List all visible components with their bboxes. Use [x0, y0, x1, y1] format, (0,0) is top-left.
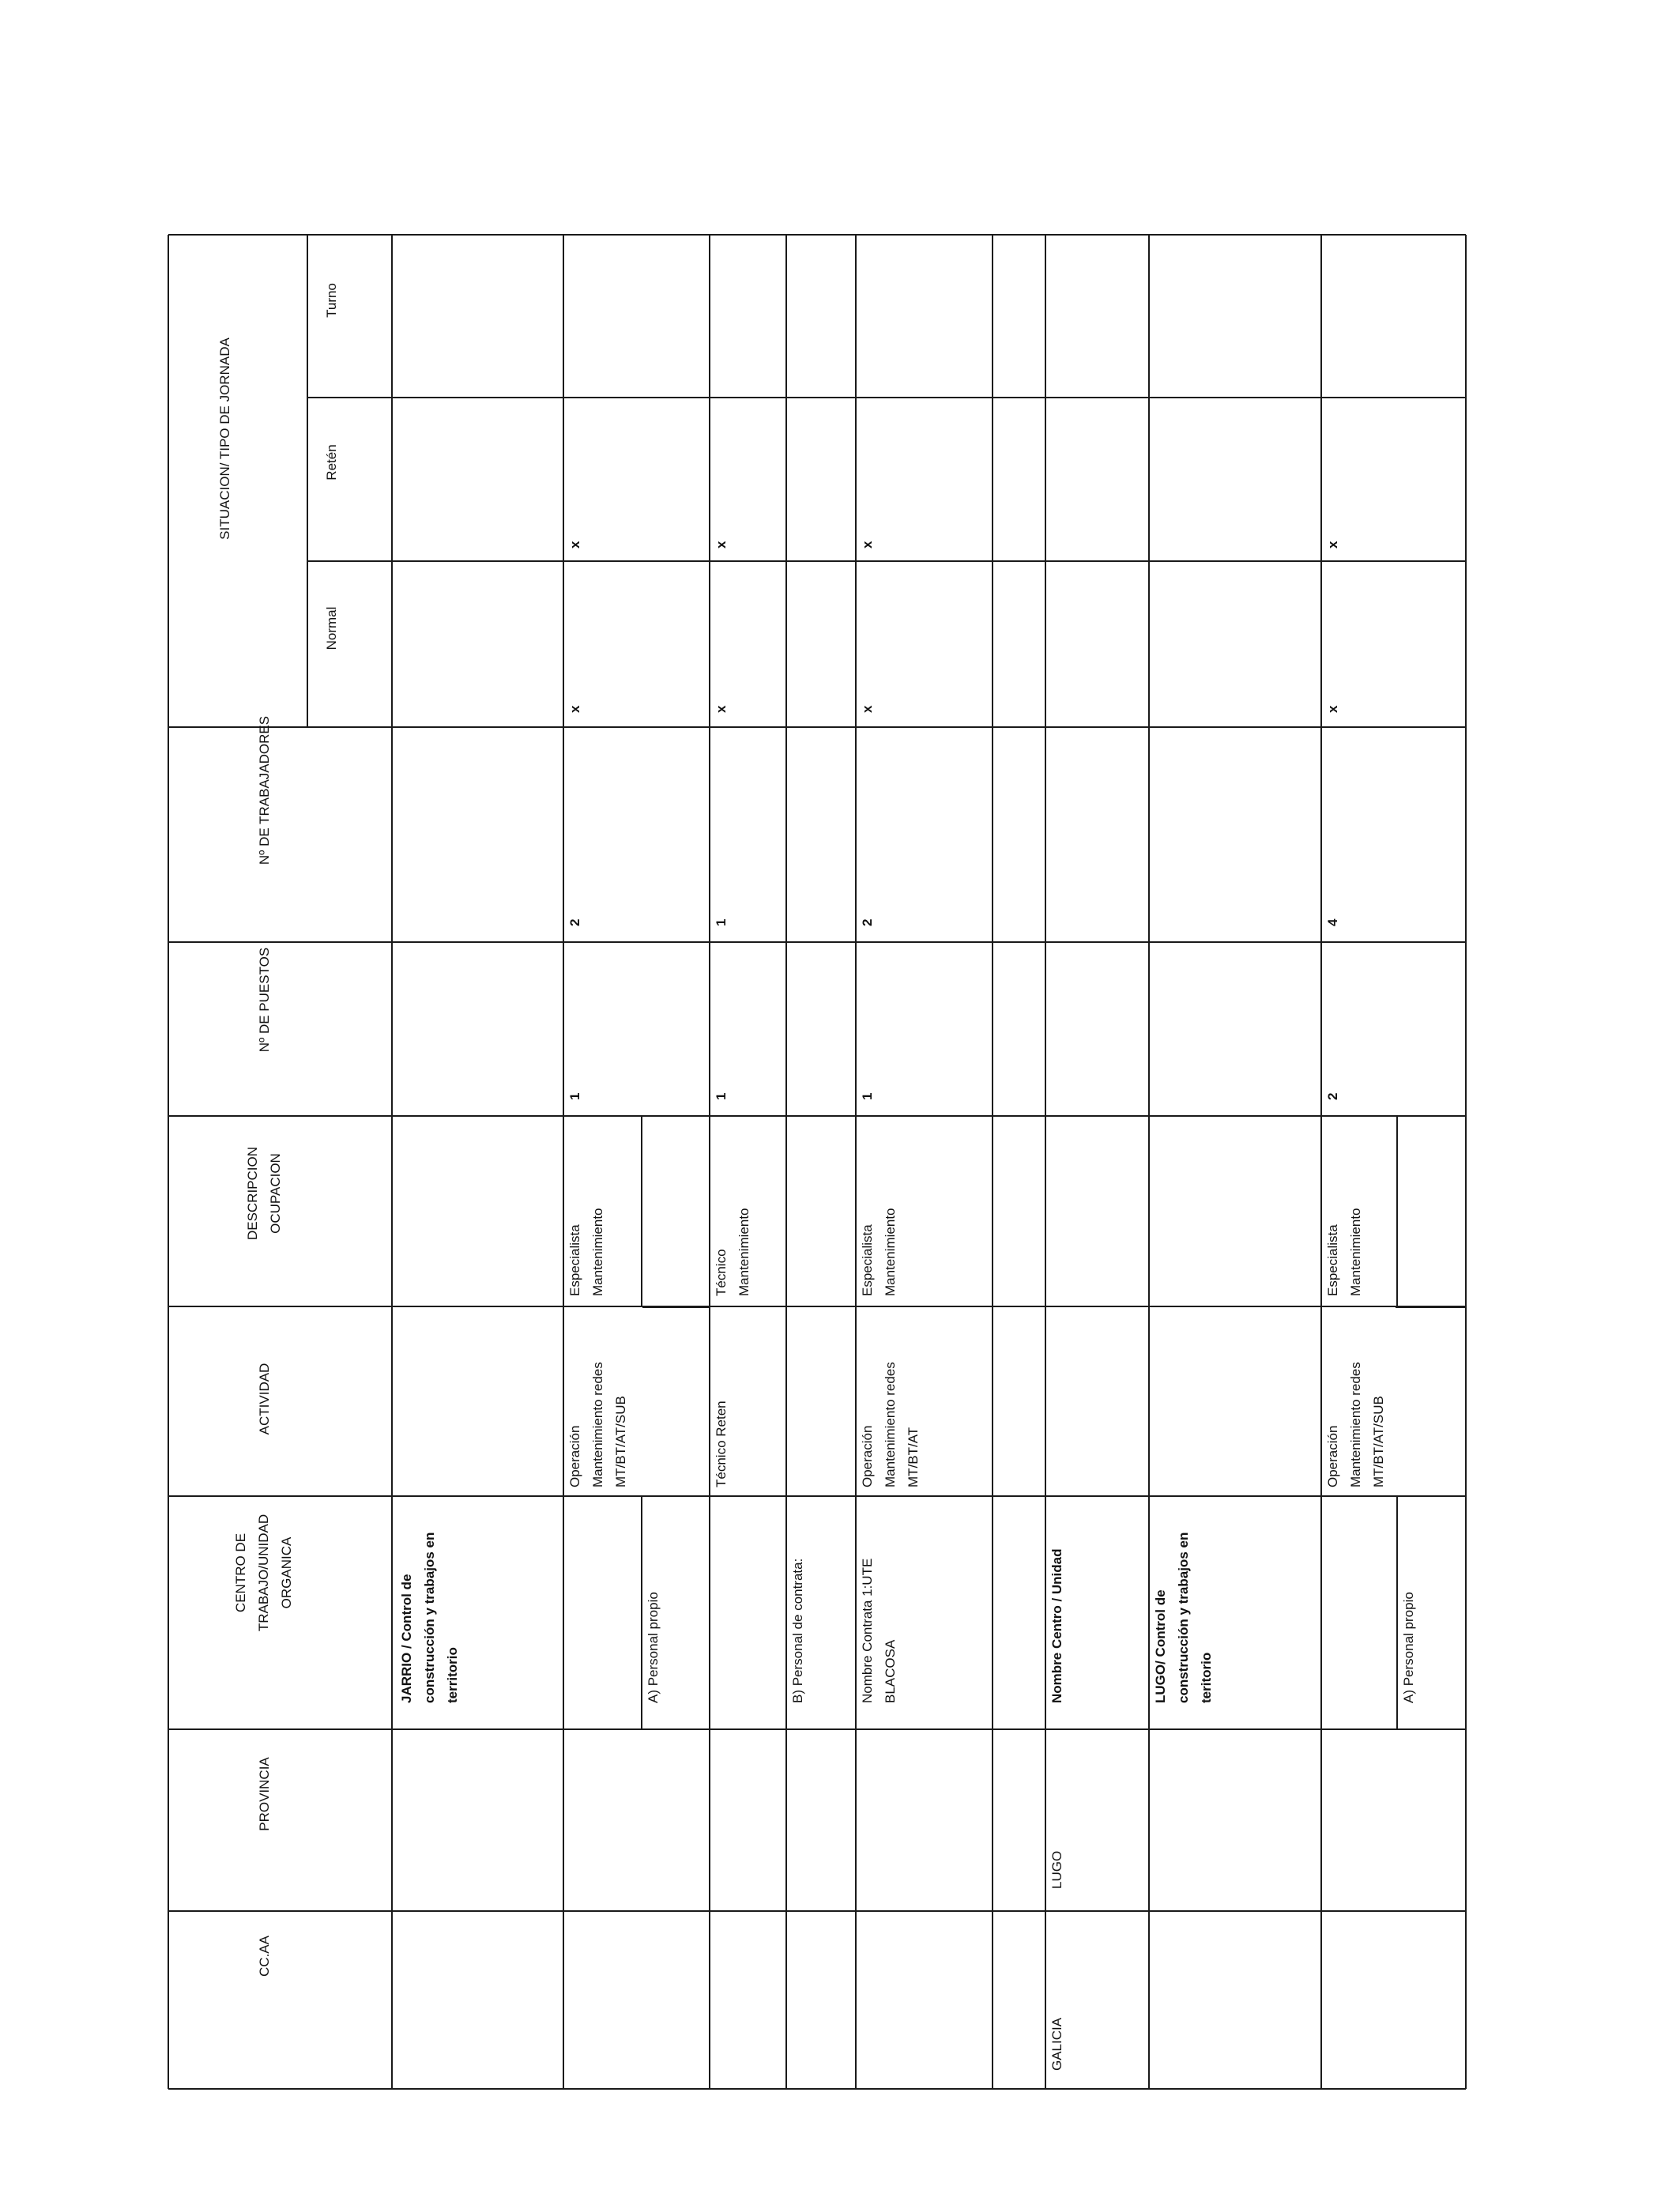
lugo-provincia: LUGO — [1049, 1850, 1064, 1889]
column-separator — [168, 1306, 1466, 1307]
table-border-bottom — [168, 2088, 1466, 2090]
column-separator — [168, 941, 1466, 943]
column-separator — [307, 560, 1466, 562]
nombre-centro-unidad: Nombre Centro / Unidad — [1049, 1548, 1064, 1703]
header-turno: Turno — [324, 283, 339, 318]
r3-personal-contrata: B) Personal de contrata: — [790, 1558, 805, 1703]
header-trabajadores: Nº DE TRABAJADORES — [257, 715, 272, 865]
row-separator — [785, 235, 787, 2089]
r2-descripcion: Técnico Mantenimiento — [714, 1208, 751, 1296]
r1-actividad: Operación Mantenimiento redes MT/BT/AT/SUB — [567, 1362, 628, 1487]
lugo-centro: LUGO/ Control de construcción y trabajos en teritorio — [1153, 1532, 1214, 1703]
jarrio-centro: JARRIO / Control de construcción y trabajos en territorio — [399, 1532, 460, 1703]
galicia-ccaa: GALICIA — [1049, 2017, 1064, 2071]
column-separator — [168, 1495, 1466, 1497]
column-separator — [168, 1728, 1466, 1730]
row-separator — [391, 235, 393, 2089]
column-separator — [168, 1115, 1466, 1117]
r2-actividad: Técnico Reten — [714, 1400, 729, 1487]
r1-descripcion: Especialista Mantenimiento — [567, 1208, 605, 1296]
row-separator — [1320, 235, 1322, 2089]
r1-normal: x — [567, 705, 582, 713]
r4-contrata-centro: Nombre Contrata 1:UTE BLACOSA — [860, 1558, 898, 1703]
r4-reten: x — [860, 541, 875, 548]
r7-puestos: 2 — [1325, 1092, 1340, 1100]
header-separator — [307, 235, 308, 727]
sub-divider — [1396, 1116, 1398, 1306]
row-separator — [992, 235, 993, 2089]
sub-divider — [1396, 1306, 1466, 1308]
r4-trabajadores: 2 — [860, 918, 875, 926]
r7-personal-propio: A) Personal propio — [1401, 1592, 1416, 1703]
r4-normal: x — [860, 705, 875, 713]
header-centro: CENTRO DE TRABAJO/UNIDAD ORGANICA — [233, 1514, 294, 1632]
column-separator — [168, 726, 1466, 728]
header-puestos: Nº DE PUESTOS — [257, 947, 272, 1053]
header-ccaa: CC.AA — [257, 1936, 272, 1977]
table-border-left — [168, 235, 169, 2089]
row-separator — [1045, 235, 1046, 2089]
header-descripcion: DESCRIPCION OCUPACION — [245, 1146, 283, 1241]
r2-normal: x — [714, 705, 729, 713]
r7-reten: x — [1325, 541, 1340, 548]
r1-personal-propio: A) Personal propio — [646, 1592, 661, 1703]
r1-trabajadores: 2 — [567, 918, 582, 926]
r7-trabajadores: 4 — [1325, 918, 1340, 926]
column-separator — [168, 1910, 1466, 1912]
header-reten: Retén — [324, 444, 339, 481]
table-border-top — [168, 234, 1466, 236]
r7-actividad: Operación Mantenimiento redes MT/BT/AT/SUB — [1325, 1362, 1386, 1487]
r2-trabajadores: 1 — [714, 918, 729, 926]
row-separator — [563, 235, 564, 2089]
sub-divider — [642, 1306, 710, 1308]
r4-puestos: 1 — [860, 1092, 875, 1100]
row-separator — [1148, 235, 1150, 2089]
r1-puestos: 1 — [567, 1092, 582, 1100]
sub-divider — [641, 1116, 642, 1306]
row-separator — [709, 235, 710, 2089]
r1-reten: x — [567, 541, 582, 548]
column-separator — [307, 397, 1466, 398]
r2-reten: x — [714, 541, 729, 548]
row-separator — [855, 235, 857, 2089]
r7-normal: x — [1325, 705, 1340, 713]
r4-actividad: Operación Mantenimiento redes MT/BT/AT — [860, 1362, 921, 1487]
r4-descripcion: Especialista Mantenimiento — [860, 1208, 898, 1296]
header-situacion: SITUACION/ TIPO DE JORNADA — [217, 337, 232, 540]
r2-puestos: 1 — [714, 1092, 729, 1100]
header-actividad: ACTIVIDAD — [257, 1363, 272, 1435]
header-provincia: PROVINCIA — [257, 1757, 272, 1831]
header-normal: Normal — [324, 606, 339, 650]
table-border-right — [1465, 235, 1467, 2089]
r7-descripcion: Especialista Mantenimiento — [1325, 1208, 1363, 1296]
